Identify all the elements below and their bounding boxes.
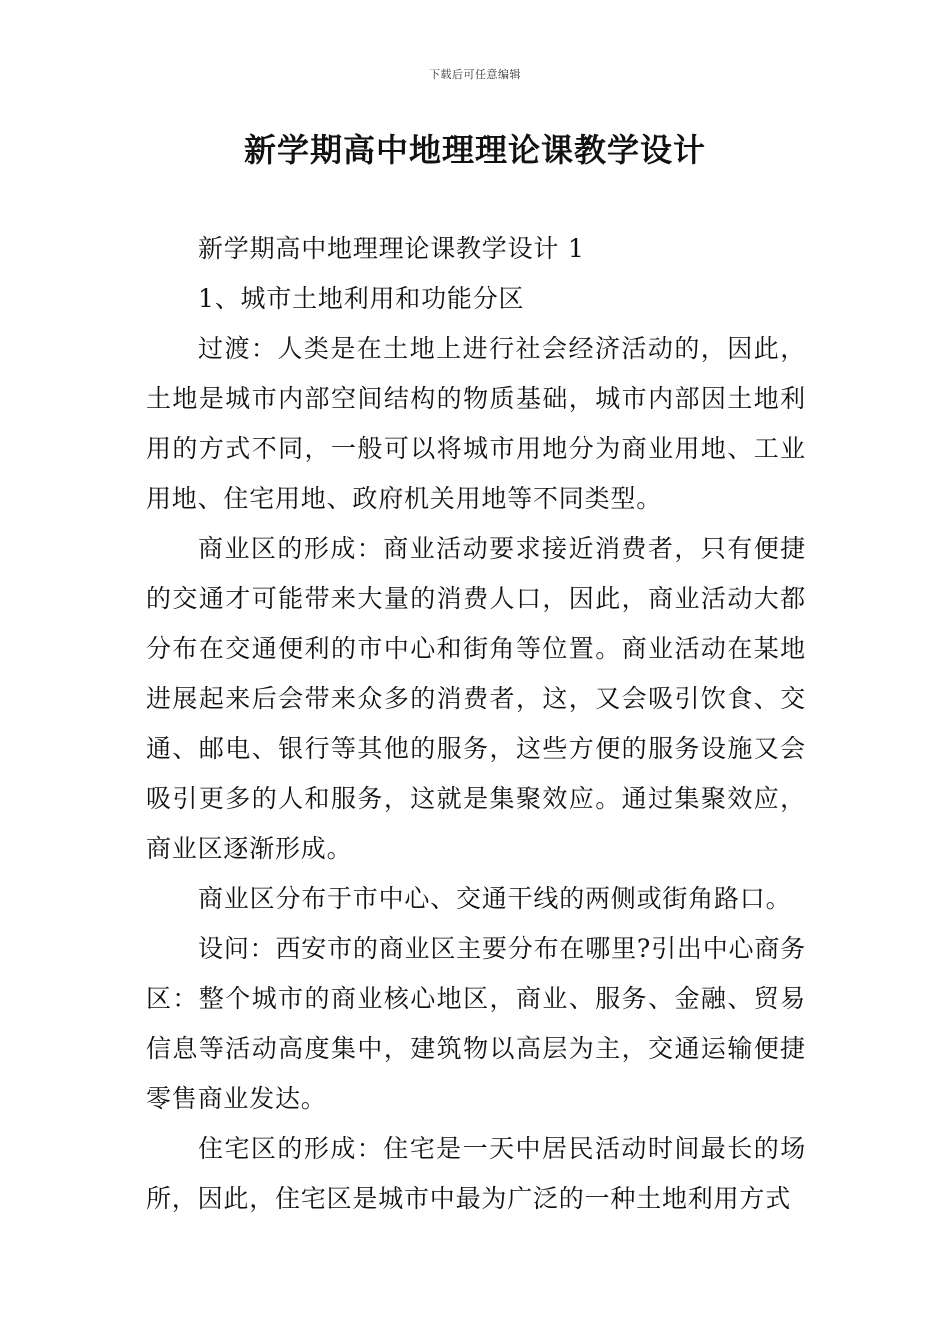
section-heading: 1、城市土地利用和功能分区 (198, 284, 525, 313)
document-body (146, 224, 806, 1224)
body-paragraph: 商业区分布于市中心、交通干线的两侧或街角路口。 (198, 884, 792, 913)
body-paragraph: 过渡：人类是在土地上进行社会经济活动的，因此，土地是城市内部空间结构的物质基础，城市内部因土地利用的方式不同，一般可以将城市用地分为商业用地、工业用地、住宅用地、政府机关用地等不同类型。 (146, 334, 806, 513)
subtitle-paragraph: 新学期高中地理理论课教学设计 1 (198, 234, 585, 263)
header-note: 下载后可任意编辑 (429, 68, 521, 81)
document-title: 新学期高中地理理论课教学设计 (243, 131, 706, 169)
body-paragraph: 设问：西安市的商业区主要分布在哪里?引出中心商务区：整个城市的商业核心地区，商业、服务、金融、贸易信息等活动高度集中，建筑物以高层为主，交通运输便捷零售商业发达。 (146, 934, 806, 1113)
body-paragraph: 商业区的形成：商业活动要求接近消费者，只有便捷的交通才可能带来大量的消费人口，因此，商业活动大都分布在交通便利的市中心和街角等位置。商业活动在某地进展起来后会带来众多的消费者，这，又会吸引饮食、交通、邮电、银行等其他的服务，这些方便的服务设施又会吸引更多的人和服务，这就是集聚效应。通过集聚效应，商业区逐渐形成。 (146, 534, 806, 863)
body-paragraph: 住宅区的形成：住宅是一天中居民活动时间最长的场所，因此，住宅区是城市中最为广泛的一种土地利用方式 (146, 1134, 806, 1213)
